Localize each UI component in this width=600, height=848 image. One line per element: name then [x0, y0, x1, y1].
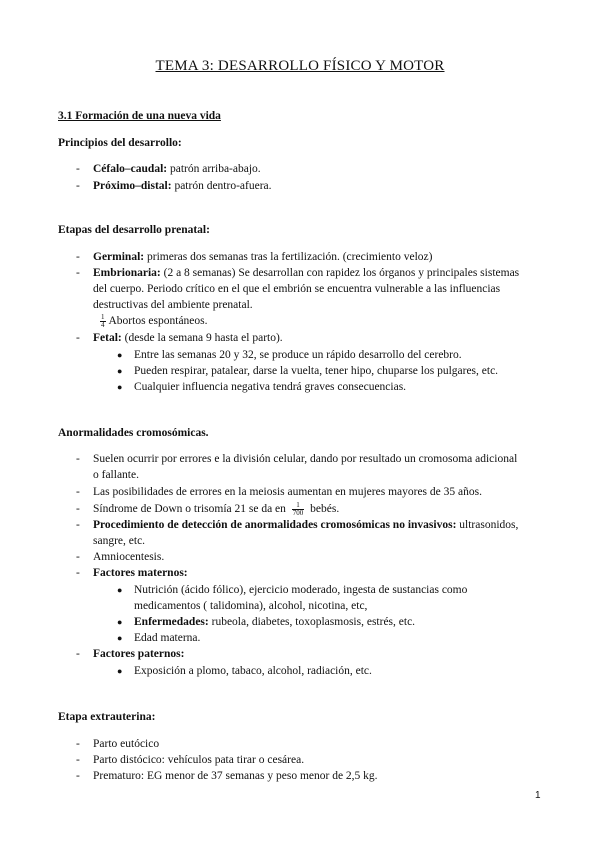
item-text: (desde la semana 9 hasta el parto). — [121, 332, 283, 344]
item-label: Embrionaria: — [93, 267, 161, 279]
item-text: Síndrome de Down o trisomía 21 se da en — [93, 503, 289, 515]
dash-marker: - — [76, 251, 80, 263]
bullet-text: Entre las semanas 20 y 32, se produce un rápido desarrollo del cerebro. — [134, 349, 462, 361]
fraction-den: 4 — [101, 320, 105, 329]
dash-marker: - — [76, 486, 80, 498]
section-heading: 3.1 Formación de una nueva vida — [58, 110, 221, 122]
item-label: Factores maternos: — [93, 567, 188, 579]
item-label: Próximo–distal: — [93, 180, 172, 192]
dash-marker: - — [76, 738, 80, 750]
item-text: Parto distócico: vehículos pata tirar o cesárea. — [93, 754, 305, 766]
fraction-num: 1 — [292, 502, 305, 510]
item-text-cont: sangre, etc. — [93, 535, 146, 547]
extrauterine-heading: Etapa extrauterina: — [58, 711, 156, 723]
bullet-icon: ● — [117, 350, 123, 360]
dash-marker: - — [76, 453, 80, 465]
item-label: Fetal: — [93, 332, 122, 344]
item-text: Suelen ocurrir por errores e la división celular, dando por resultado un cromosoma adicional — [93, 453, 518, 465]
item-text: (2 a 8 semanas) Se desarrollan con rapidez los órganos y principales sistemas — [160, 267, 520, 279]
dash-marker: - — [76, 163, 80, 175]
dash-marker: - — [76, 503, 80, 515]
bullet-icon: ● — [117, 617, 123, 627]
bullet-icon: ● — [117, 585, 123, 595]
item-text: patrón dentro-afuera. — [171, 180, 272, 192]
item-text: Las posibilidades de errores en la meiosis aumentan en mujeres mayores de 35 años. — [93, 486, 482, 498]
anomalies-heading: Anormalidades cromosómicas. — [58, 427, 209, 439]
bullet-icon: ● — [117, 382, 123, 392]
item-text-cont: destructivas del ambiente prenatal. — [93, 299, 253, 311]
fraction — [100, 314, 106, 329]
bullet-text: Cualquier influencia negativa tendrá graves consecuencias. — [134, 381, 407, 393]
dash-marker: - — [76, 770, 80, 782]
bullet-text: Pueden respirar, patalear, darse la vuelta, tener hipo, chuparse los pulgares, etc. — [134, 365, 499, 377]
bullet-icon: ● — [117, 366, 123, 376]
bullet-text: Exposición a plomo, tabaco, alcohol, radiación, etc. — [134, 665, 372, 677]
dash-marker: - — [76, 754, 80, 766]
item-text: Amniocentesis. — [93, 551, 165, 563]
bullet-text: Edad materna. — [134, 632, 201, 644]
item-label: Factores paternos: — [93, 648, 185, 660]
item-label: Céfalo–caudal: — [93, 163, 168, 175]
bullet-text: Nutrición (ácido fólico), ejercicio moderado, ingesta de sustancias como — [134, 584, 468, 596]
item-text: bebés. — [307, 503, 340, 515]
item-text: primeras dos semanas tras la fertilización. (crecimiento veloz) — [144, 251, 433, 263]
dash-marker: - — [76, 551, 80, 563]
dash-marker: - — [76, 648, 80, 660]
fraction-num: 1 — [101, 312, 105, 321]
abortos-text: Abortos espontáneos. — [108, 315, 208, 327]
item-text: patrón arriba-abajo. — [167, 163, 261, 175]
item-label: Procedimiento de detección de anormalidades cromosómicas no invasivos: — [93, 519, 457, 531]
dash-marker: - — [76, 519, 80, 531]
bullet-text: rubeola, diabetes, toxoplasmosis, estrés, etc. — [208, 616, 416, 628]
fraction — [292, 502, 305, 517]
bullet-text-cont: medicamentos ( talidomina), alcohol, nicotina, etc, — [134, 600, 368, 612]
item-text-cont: del cuerpo. Periodo crítico en el que el embrión se encuentra vulnerable a las influencias — [93, 283, 501, 295]
item-text-cont: o fallante. — [93, 469, 139, 481]
bullet-icon: ● — [117, 666, 123, 676]
bullet-icon: ● — [117, 633, 123, 643]
dash-marker: - — [76, 180, 80, 192]
item-text: Parto eutócico — [93, 738, 160, 750]
prenatal-heading: Etapas del desarrollo prenatal: — [58, 224, 210, 236]
dash-marker: - — [76, 332, 80, 344]
item-text: Prematuro: EG menor de 37 semanas y peso menor de 2,5 kg. — [93, 770, 378, 782]
page-number: 1 — [535, 790, 541, 801]
fraction-den: 700 — [292, 508, 304, 517]
principles-heading: Principios del desarrollo: — [58, 137, 182, 149]
abortos-line — [97, 313, 208, 329]
bullet-label: Enfermedades: — [134, 616, 209, 628]
dash-marker: - — [76, 567, 80, 579]
dash-marker: - — [76, 267, 80, 279]
item-label: Germinal: — [93, 251, 145, 263]
item-text: ultrasonidos, — [456, 519, 519, 531]
document-title: TEMA 3: DESARROLLO FÍSICO Y MOTOR — [155, 58, 445, 74]
